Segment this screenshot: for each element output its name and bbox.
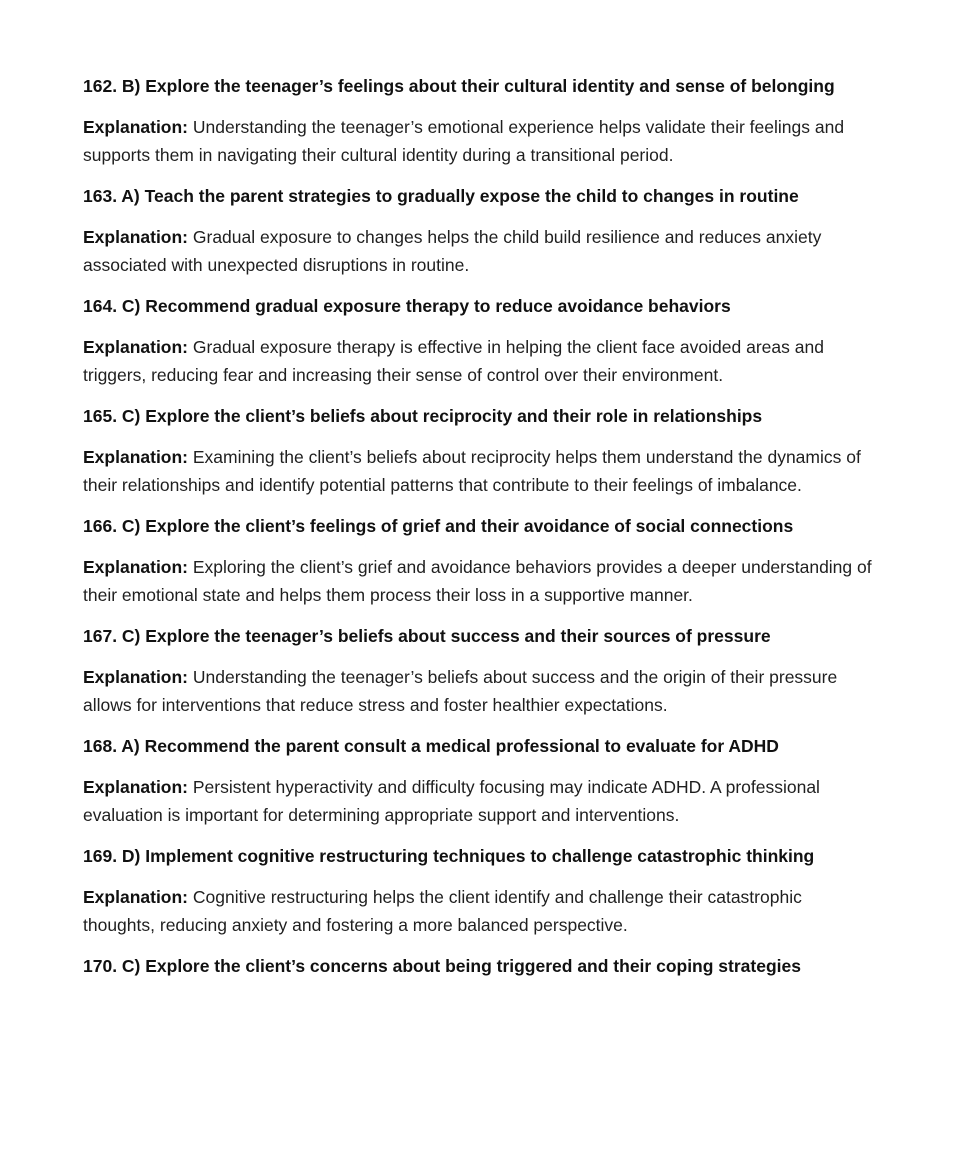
- answer-heading: 164. C) Recommend gradual exposure therapy to reduce avoidance behaviors: [83, 296, 731, 316]
- explanation-text: Persistent hyperactivity and difficulty focusing may indicate ADHD. A professional evaluation is important for determining appropriate support and interventions.: [83, 777, 820, 825]
- explanation-label: Explanation:: [83, 777, 189, 797]
- explanation-label: Explanation:: [83, 447, 189, 467]
- answer-heading: 170. C) Explore the client’s concerns about being triggered and their coping strategies: [83, 956, 801, 976]
- explanation-paragraph: [83, 443, 873, 499]
- explanation-paragraph: [83, 883, 873, 939]
- explanation-text: Exploring the client’s grief and avoidance behaviors provides a deeper understanding of their emotional state and helps them process their loss in a supportive manner.: [83, 557, 872, 605]
- explanation-label: Explanation:: [83, 557, 189, 577]
- explanation-text: Gradual exposure therapy is effective in helping the client face avoided areas and triggers, reducing fear and increasing their sense of control over their environment.: [83, 337, 824, 385]
- explanation-text: Examining the client’s beliefs about reciprocity helps them understand the dynamics of their relationships and identify potential patterns that contribute to their feelings of imbalance.: [83, 447, 861, 495]
- explanation-label: Explanation:: [83, 117, 189, 137]
- answer-heading: 167. C) Explore the teenager’s beliefs about success and their sources of pressure: [83, 626, 771, 646]
- explanation-paragraph: [83, 333, 873, 389]
- explanation-paragraph: [83, 223, 873, 279]
- explanation-text: Gradual exposure to changes helps the child build resilience and reduces anxiety associated with unexpected disruptions in routine.: [83, 227, 822, 275]
- explanation-label: Explanation:: [83, 337, 189, 357]
- answer-heading: 163. A) Teach the parent strategies to gradually expose the child to changes in routine: [83, 186, 799, 206]
- explanation-paragraph: [83, 113, 873, 169]
- document-page: [83, 72, 873, 993]
- explanation-label: Explanation:: [83, 227, 189, 247]
- explanation-text: Understanding the teenager’s beliefs about success and the origin of their pressure allows for interventions that reduce stress and foster healthier expectations.: [83, 667, 838, 715]
- explanation-paragraph: [83, 663, 873, 719]
- explanation-text: Understanding the teenager’s emotional experience helps validate their feelings and supports them in navigating their cultural identity during a transitional period.: [83, 117, 845, 165]
- answer-heading: 166. C) Explore the client’s feelings of grief and their avoidance of social connections: [83, 516, 794, 536]
- answer-heading: 162. B) Explore the teenager’s feelings about their cultural identity and sense of belonging: [83, 76, 835, 96]
- answer-heading: 169. D) Implement cognitive restructuring techniques to challenge catastrophic thinking: [83, 846, 815, 866]
- explanation-text: Cognitive restructuring helps the client identify and challenge their catastrophic thoughts, reducing anxiety and fostering a more balanced perspective.: [83, 887, 802, 935]
- answer-heading: 168. A) Recommend the parent consult a medical professional to evaluate for ADHD: [83, 736, 779, 756]
- explanation-label: Explanation:: [83, 667, 189, 687]
- explanation-paragraph: [83, 553, 873, 609]
- explanation-paragraph: [83, 773, 873, 829]
- explanation-label: Explanation:: [83, 887, 189, 907]
- answer-heading: 165. C) Explore the client’s beliefs about reciprocity and their role in relationships: [83, 406, 763, 426]
